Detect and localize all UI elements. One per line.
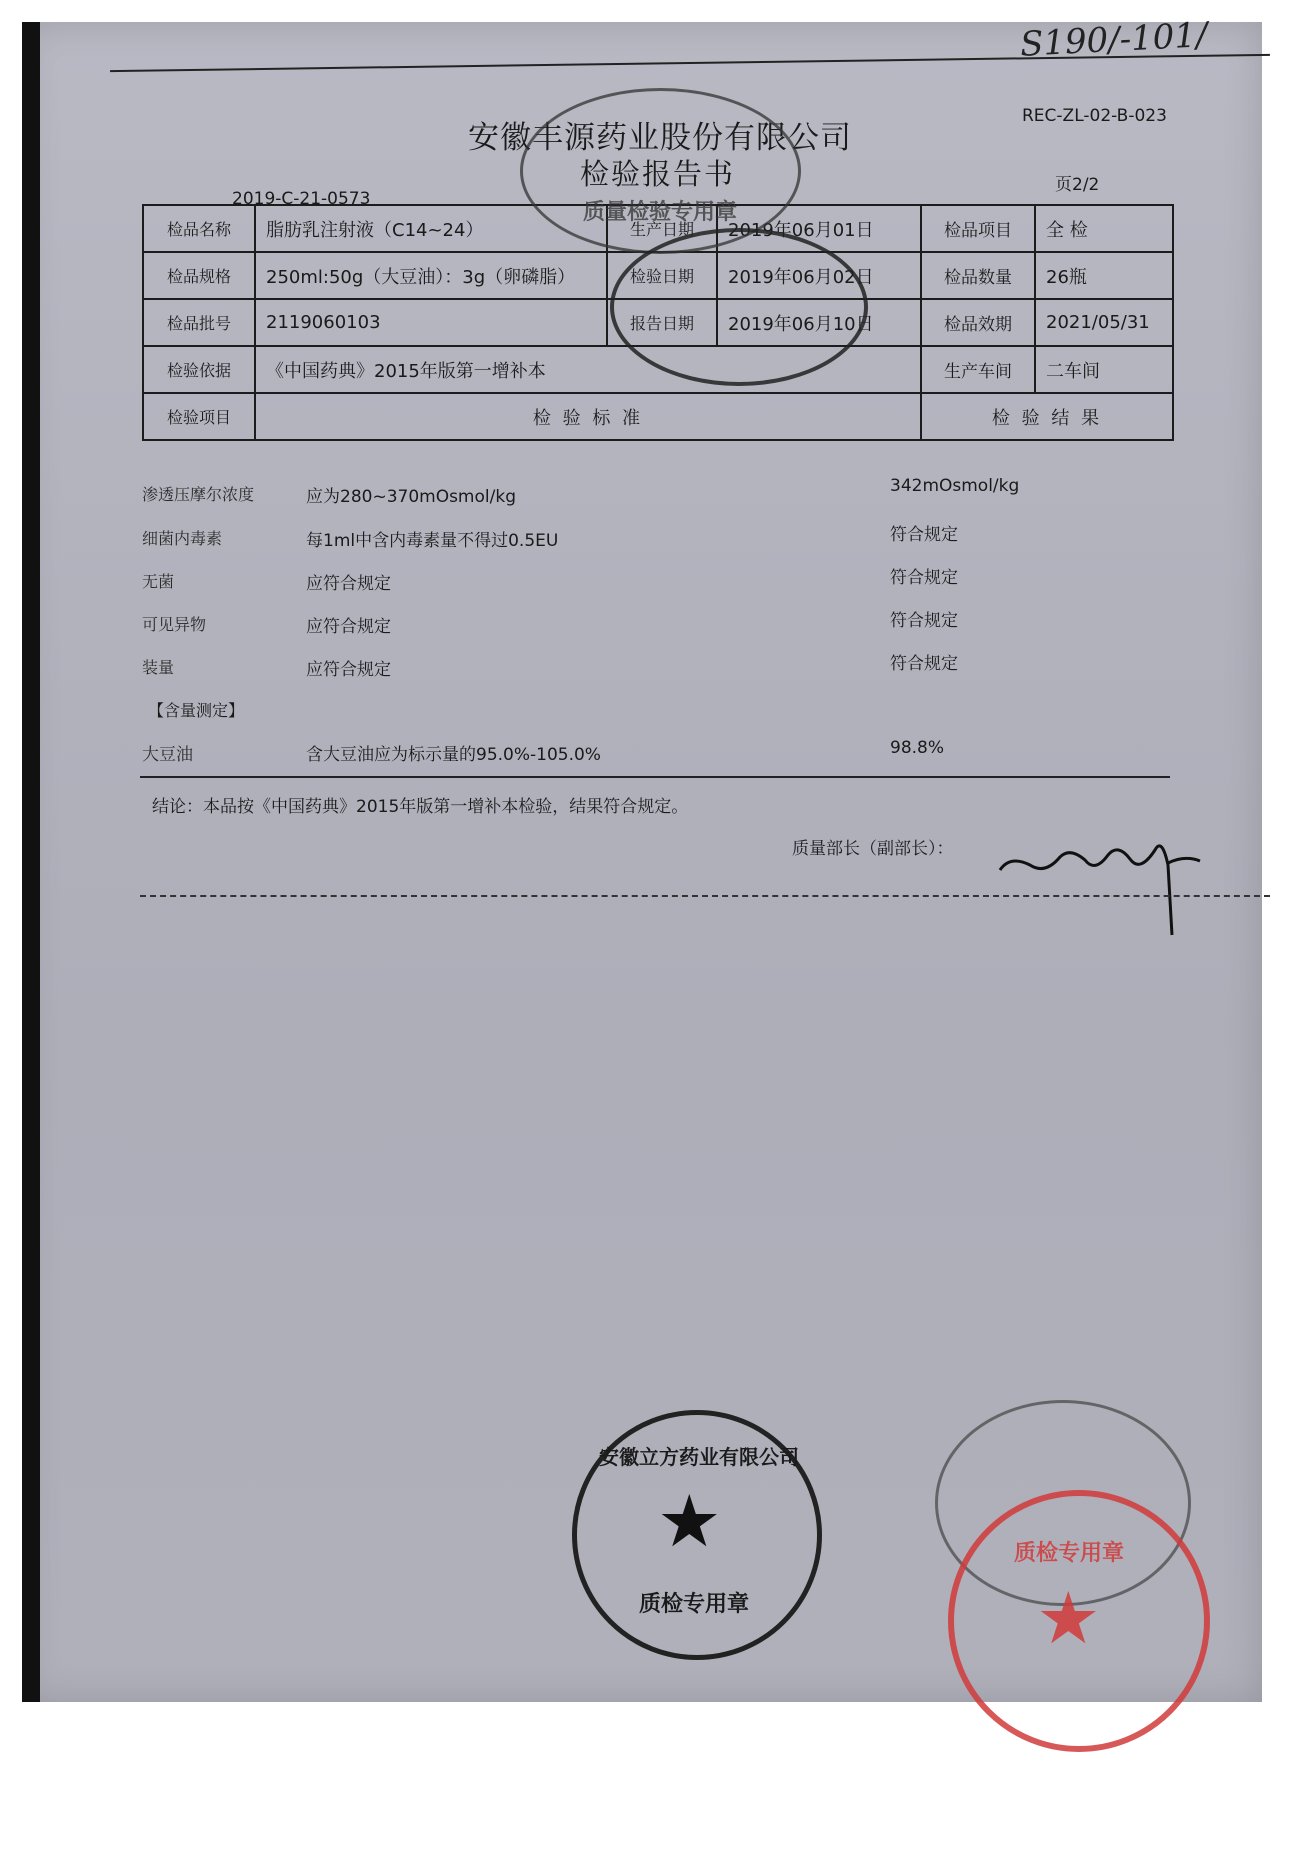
item-label: 检品项目 xyxy=(921,205,1035,252)
result-name: 细菌内毒素 xyxy=(142,529,223,548)
mfg-date-label: 生产日期 xyxy=(607,205,717,252)
stamp-purpose-text: 质检专用章 xyxy=(639,1592,750,1617)
signature xyxy=(990,815,1210,955)
test-date: 2019年06月02日 xyxy=(717,252,921,299)
result-name: 可见异物 xyxy=(142,615,207,634)
expiry-value: 2021/05/31 xyxy=(1035,299,1173,346)
result-standard: 应符合规定 xyxy=(306,617,391,637)
stamp-company-text: 安徽立方药业有限公司 xyxy=(599,1445,799,1469)
basis-value: 《中国药典》2015年版第一增补本 xyxy=(255,346,921,393)
stamp-red-text: 质检专用章 xyxy=(1014,1541,1125,1566)
expiry-label: 检品效期 xyxy=(921,299,1035,346)
star-icon: ★ xyxy=(1036,1576,1101,1660)
stamp-text: 质量检验专用章 xyxy=(583,200,738,225)
conclusion: 结论：本品按《中国药典》2015年版第一增补本检验，结果符合规定。 xyxy=(152,797,689,817)
col-standard-header: 检 验 标 准 xyxy=(255,393,921,440)
quality-stamp-mid xyxy=(610,228,868,386)
result-standard: 应符合规定 xyxy=(306,660,391,680)
star-icon: ★ xyxy=(657,1479,722,1563)
result-value: 符合规定 xyxy=(890,525,958,545)
company-stamp-black xyxy=(572,1410,822,1660)
result-name: 装量 xyxy=(142,658,175,677)
result-name: 渗透压摩尔浓度 xyxy=(142,485,255,504)
workshop-value: 二车间 xyxy=(1035,346,1173,393)
basis-label: 检验依据 xyxy=(143,346,255,393)
mfg-date: 2019年06月01日 xyxy=(717,205,921,252)
page-number: 页2/2 xyxy=(1055,175,1100,195)
spec-value: 250ml:50g（大豆油）：3g（卵磷脂） xyxy=(255,252,607,299)
report-number: 2019-C-21-0573 xyxy=(232,189,371,209)
result-standard: 每1ml中含内毒素量不得过0.5EU xyxy=(306,531,559,551)
document-title: 检验报告书 xyxy=(580,157,736,191)
item-value: 全 检 xyxy=(1035,205,1173,252)
signer-label: 质量部长（副部长）： xyxy=(792,839,954,859)
result-value: 符合规定 xyxy=(890,611,958,631)
form-code: REC-ZL-02-B-023 xyxy=(1022,106,1167,126)
assay-result: 98.8% xyxy=(890,738,945,758)
col-item-header: 检验项目 xyxy=(143,393,255,440)
col-result-header: 检 验 结 果 xyxy=(921,393,1173,440)
result-standard: 应符合规定 xyxy=(306,574,391,594)
handwritten-note: S190/-101/ xyxy=(1019,15,1209,65)
workshop-label: 生产车间 xyxy=(921,346,1035,393)
section-divider xyxy=(140,776,1170,778)
product-name-label: 检品名称 xyxy=(143,205,255,252)
product-name: 脂肪乳注射液（C14~24） xyxy=(255,205,607,252)
result-standard: 应为280~370mOsmol/kg xyxy=(306,487,516,507)
result-value: 符合规定 xyxy=(890,568,958,588)
batch-value: 2119060103 xyxy=(255,299,607,346)
assay-section-label: 【含量测定】 xyxy=(148,701,245,720)
company-name: 安徽丰源药业股份有限公司 xyxy=(468,120,852,156)
batch-label: 检品批号 xyxy=(143,299,255,346)
result-value: 符合规定 xyxy=(890,654,958,674)
qty-label: 检品数量 xyxy=(921,252,1035,299)
dashed-rule xyxy=(140,895,1270,897)
scan-edge xyxy=(22,22,40,1702)
qty-value: 26瓶 xyxy=(1035,252,1173,299)
result-value: 342mOsmol/kg xyxy=(890,476,1020,496)
spec-label: 检品规格 xyxy=(143,252,255,299)
test-date-label: 检验日期 xyxy=(607,252,717,299)
assay-standard: 含大豆油应为标示量的95.0%-105.0% xyxy=(306,745,601,765)
report-date: 2019年06月10日 xyxy=(717,299,921,346)
column-header-row xyxy=(143,393,1173,440)
assay-name: 大豆油 xyxy=(142,745,193,765)
report-date-label: 报告日期 xyxy=(607,299,717,346)
company-stamp-red xyxy=(948,1490,1210,1752)
result-name: 无菌 xyxy=(142,572,175,591)
